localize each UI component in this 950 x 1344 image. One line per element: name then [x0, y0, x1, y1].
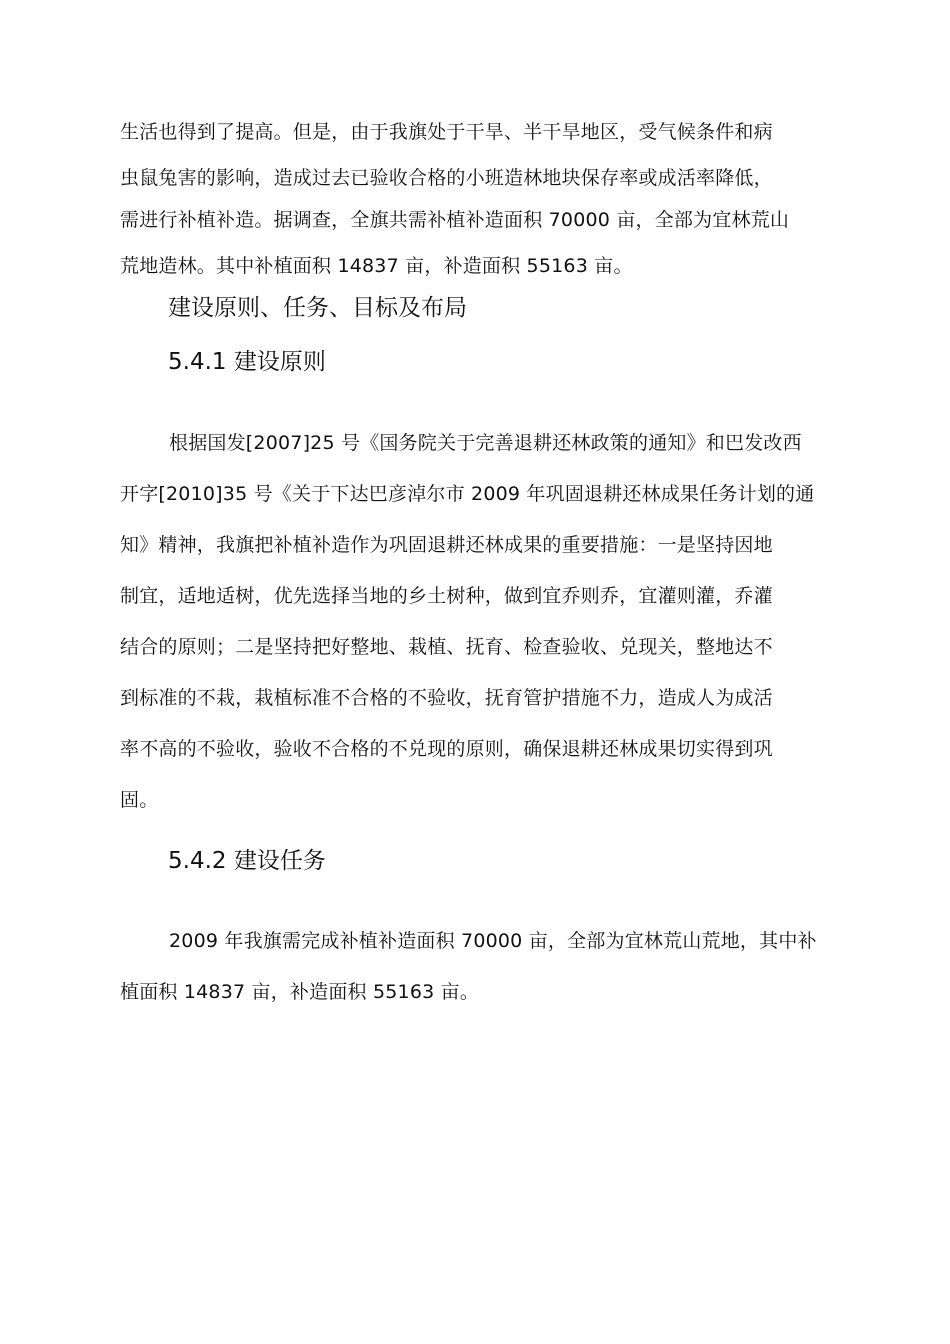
principle-line-1: 根据国发[2007]25 号《国务院关于完善退耕还林政策的通知》和巴发改西 [169, 432, 802, 454]
intro-line-1: 生活也得到了提高。但是，由于我旗处于干旱、半干旱地区，受气候条件和病 [120, 121, 773, 143]
subsection-1-heading: 5.4.1 建设原则 [168, 349, 326, 375]
principle-line-4: 制宜，适地适树，优先选择当地的乡土树种，做到宜乔则乔，宜灌则灌，乔灌 [120, 585, 773, 607]
intro-line-2: 虫鼠兔害的影响，造成过去已验收合格的小班造林地块保存率或成活率降低， [120, 167, 773, 189]
task-line-2: 植面积 14837 亩，补造面积 55163 亩。 [120, 981, 480, 1003]
task-line-1: 2009 年我旗需完成补植补造面积 70000 亩，全部为宜林荒山荒地，其中补 [169, 930, 817, 952]
principle-line-8: 固。 [120, 789, 159, 811]
principle-line-7: 率不高的不验收，验收不合格的不兑现的原则，确保退耕还林成果切实得到巩 [120, 738, 773, 760]
intro-line-3: 需进行补植补造。据调查，全旗共需补植补造面积 70000 亩，全部为宜林荒山 [120, 209, 790, 231]
principle-line-3: 知》精神，我旗把补植补造作为巩固退耕还林成果的重要措施：一是坚持因地 [120, 534, 773, 556]
section-heading: 建设原则、任务、目标及布局 [168, 295, 467, 321]
principle-line-5: 结合的原则；二是坚持把好整地、栽植、抚育、检查验收、兑现关，整地达不 [120, 636, 773, 658]
principle-line-6: 到标准的不栽，栽植标准不合格的不验收，抚育管护措施不力，造成人为成活 [120, 687, 773, 709]
subsection-2-heading: 5.4.2 建设任务 [168, 848, 326, 874]
intro-line-4: 荒地造林。其中补植面积 14837 亩，补造面积 55163 亩。 [120, 255, 633, 277]
principle-line-2: 开字[2010]35 号《关于下达巴彦淖尔市 2009 年巩固退耕还林成果任务计划的通 [120, 483, 815, 505]
